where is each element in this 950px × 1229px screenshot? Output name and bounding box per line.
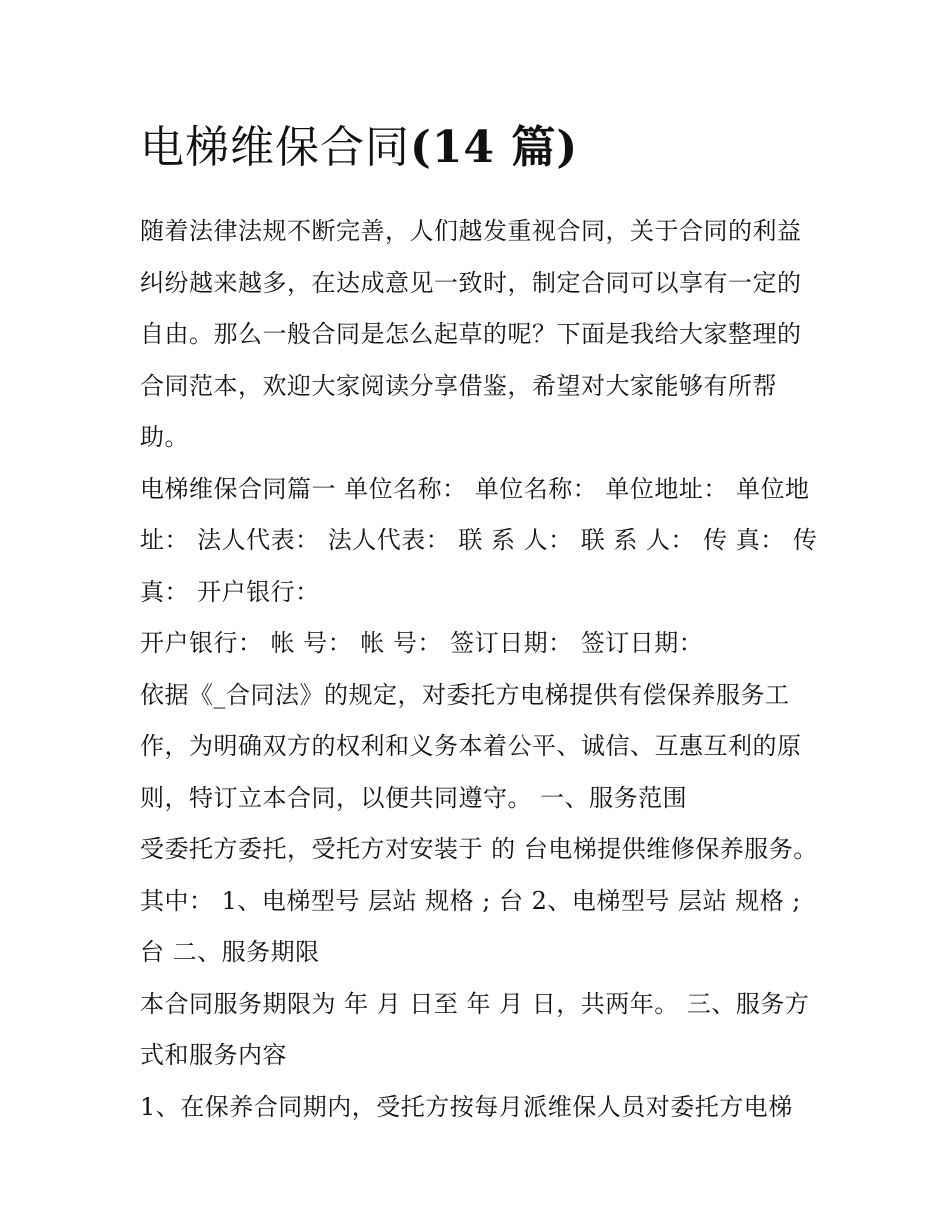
intro-paragraph: 随着法律法规不断完善，人们越发重视合同，关于合同的利益纠纷越来越多，在达成意见一致时，制定合同可以享有一定的自由。那么一般合同是怎么起草的呢？下面是我给大家整理的合同范本，欢迎大家阅读分享借鉴，希望对大家能够有所帮助。 [140,217,802,451]
title-count: (14 篇) [410,122,579,173]
service-period-paragraph: 本合同服务期限为 年 月 日至 年 月 日，共两年。 三、服务方式和服务内容 [140,989,810,1069]
title-main: 电梯维保合同 [140,122,410,173]
document-title [140,116,820,180]
bank-info-paragraph: 开户银行： 帐 号： 帐 号： 签订日期： 签订日期： [140,629,704,657]
party-info-paragraph: 电梯维保合同篇一 单位名称： 单位名称： 单位地址： 单位地址： 法人代表： 法人代表： 联 系 人： 联 系 人： 传 真： 传 真： 开户银行： [140,474,818,606]
service-content-paragraph: 1、在保养合同期内，受托方按每月派维保人员对委托方电梯 [140,1092,793,1121]
contract-basis-paragraph: 依据《_合同法》的规定，对委托方电梯提供有偿保养服务工作，为明确双方的权利和义务本着公平、诚信、互惠互利的原则，特订立本合同，以便共同遵守。 一、服务范围 [140,680,802,812]
service-scope-paragraph: 受委托方委托，受托方对安装于 的 台电梯提供维修保养服务。其中： 1、电梯型号 层站 规格 ; 台 2、电梯型号 层站 规格 ; 台 二、服务期限 [140,835,818,966]
